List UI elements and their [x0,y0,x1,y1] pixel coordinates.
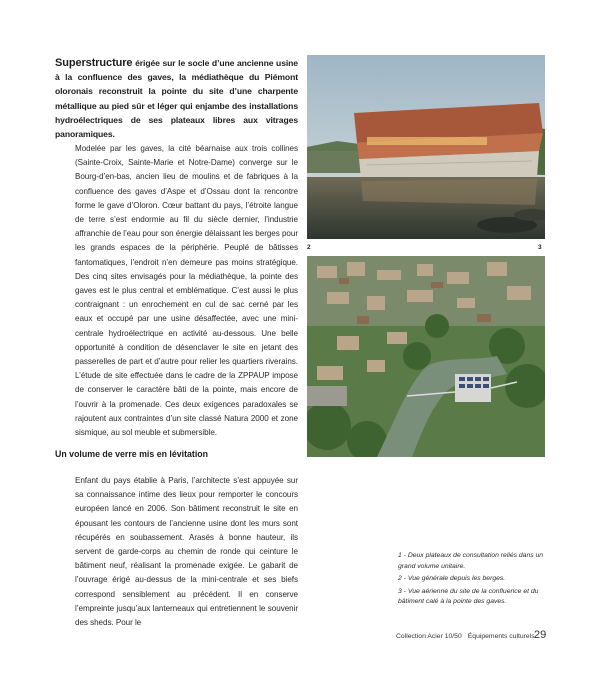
figure-number-3: 3 [538,244,542,251]
caption-3: 3 - Vue aérienne du site de la confluence et du bâtiment calé à la pointe des gaves. [398,587,539,606]
footer-running-title [396,633,535,640]
footer-section: Équipements culturels [467,633,535,640]
footer-collection: Collection Acier 10/50 [396,633,462,640]
figure-number-2: 2 [307,244,311,251]
photo-captions [398,551,548,608]
photo-building-from-riverbank [307,55,545,239]
caption-2: 2 - Vue générale depuis les berges. [398,575,506,583]
intro-lead-word: Superstructure [55,57,133,69]
section-heading: Un volume de verre mis en lévitation [55,449,209,459]
page-number: 29 [534,629,547,641]
photo-aerial-view [307,256,545,457]
body-paragraph-2: Enfant du pays établie à Paris, l’architecte s’est appuyée sur sa connaissance intime des lieux pour remporter le concours européen lancé en 2006. Son bâtiment reconstruit le site en épousant les contours de l’ancienne usine dont les murs sont récupérés en soubassement. Arasés à bonne hauteur, ils servent de garde-corps au chemin de ronde qui ceinture le bâtiment neuf, réalisant la promenade exigée. Le gabarit de l’ouvrage érigé au-dessus de la mini-centrale et ses biefs correspond sensiblement au précédent. Il en conserve l’empreinte jusqu’aux lanterneaux qui entretiennent le souvenir des sheds. Pour le [75,476,298,628]
aerial-illustration [307,256,545,457]
intro-text: érigée sur le socle d’une ancienne usine à la confluence des gaves, la médiathèque du Piémont oloronais reconstruit la pointe du site d’une charpente métallique au pied sûr et léger qui enjambe des installations hydroélectriques de ses plateaux libres aux vitrages panoramiques. [55,58,298,140]
riverbank-illustration [307,55,545,239]
caption-1: 1 - Deux plateaux de consultation reliés dans un grand volume unitaire. [398,552,544,570]
body-paragraph-1: Modelée par les gaves, la cité béarnaise aux trois collines (Sainte-Croix, Sainte-Marie et Notre-Dame) converge sur le Bourg-d’en-bas, ancien lieu de moulins et de fabriques à la confluence des gaves d’Aspe et d’Ossau dont la rencontre forme le gave d’Oloron. Cœur battant du pays, l’étroite langue de terre s’est endormie au fil du siècle dernier, l’industrie affranchie de l’eau pour son énergie délaissant les berges pour les grands espaces de la périphérie. Peuplé de bâtisses fantomatiques, l’endroit n’en demeure pas moins stratégique. Des cinq sites envisagés pour la médiathèque, la pointe des gaves est le plus central et emblématique. C’est aussi le plus contraignant : un enrochement en cul de sac cerné par les eaux et occupé par une usine désaffectée, avec une mini-centrale hydroélectrique en activité au-dessous. Une belle opportunité à condition de désenclaver le site en jetant des passerelles de part et d’autre pour relier les quartiers riverains. L’étude de site effectuée dans le cadre de la ZPPAUP impose de conserver le caractère bâti de la pointe, mais encore de l’ouvrir à la promenade. Ces deux exigences paradoxales se rajoutent aux contraintes d’un site classé Natura 2000 et zone sismique, au sol meuble et submersible. [75,144,298,438]
intro-paragraph [55,56,298,141]
